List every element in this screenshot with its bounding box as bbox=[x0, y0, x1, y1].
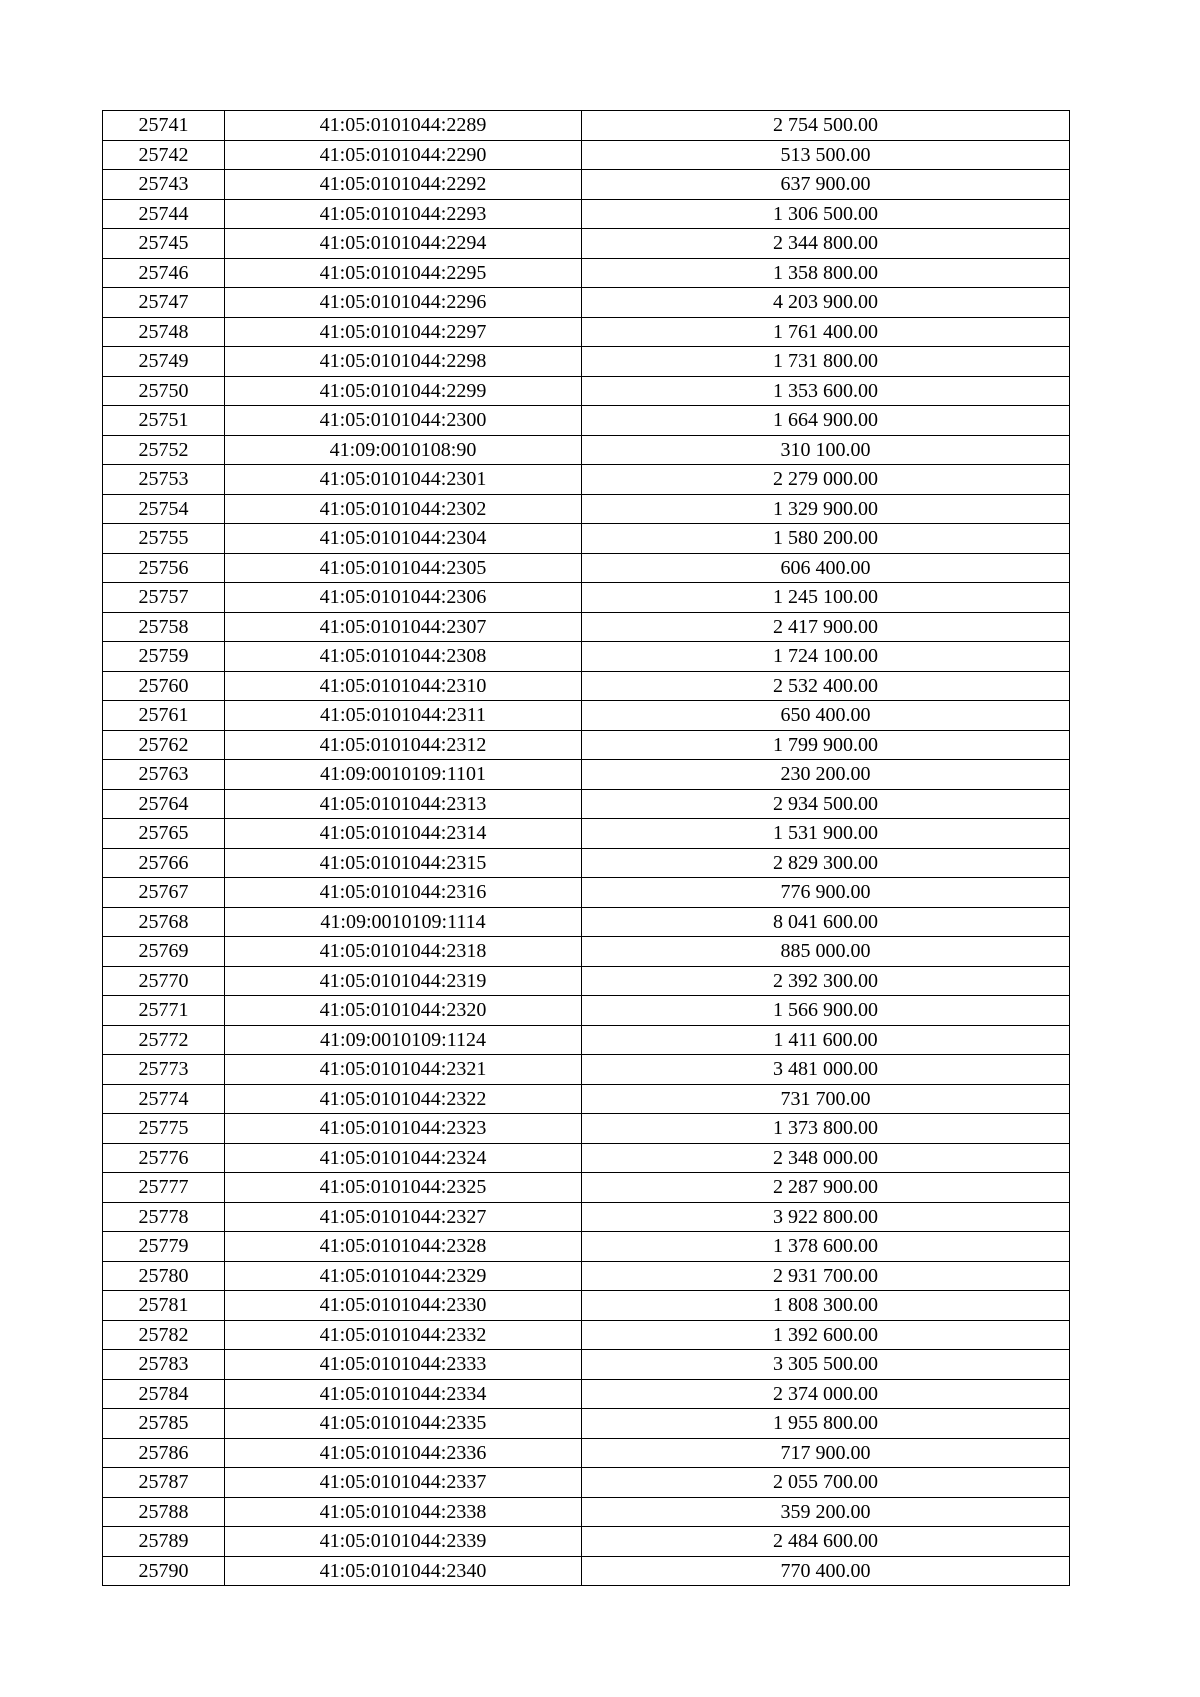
cadastral-value-cell: 2 829 300.00 bbox=[582, 848, 1070, 878]
table-row bbox=[103, 819, 1070, 849]
row-number-cell: 25744 bbox=[103, 199, 225, 229]
table-row bbox=[103, 1556, 1070, 1586]
table-row bbox=[103, 1438, 1070, 1468]
cadastral-number-cell: 41:05:0101044:2300 bbox=[225, 406, 582, 436]
cadastral-value-cell: 310 100.00 bbox=[582, 435, 1070, 465]
row-number-cell: 25760 bbox=[103, 671, 225, 701]
row-number-cell: 25778 bbox=[103, 1202, 225, 1232]
cadastral-number-cell: 41:05:0101044:2324 bbox=[225, 1143, 582, 1173]
table-row bbox=[103, 494, 1070, 524]
cadastral-value-cell: 1 664 900.00 bbox=[582, 406, 1070, 436]
row-number-cell: 25763 bbox=[103, 760, 225, 790]
row-number-cell: 25759 bbox=[103, 642, 225, 672]
cadastral-value-cell: 2 931 700.00 bbox=[582, 1261, 1070, 1291]
table-row bbox=[103, 288, 1070, 318]
cadastral-number-cell: 41:05:0101044:2320 bbox=[225, 996, 582, 1026]
cadastral-number-cell: 41:05:0101044:2325 bbox=[225, 1173, 582, 1203]
table-row bbox=[103, 317, 1070, 347]
cadastral-value-cell: 8 041 600.00 bbox=[582, 907, 1070, 937]
table-row bbox=[103, 1143, 1070, 1173]
row-number-cell: 25743 bbox=[103, 170, 225, 200]
cadastral-number-cell: 41:05:0101044:2318 bbox=[225, 937, 582, 967]
row-number-cell: 25756 bbox=[103, 553, 225, 583]
cadastral-value-cell: 2 484 600.00 bbox=[582, 1527, 1070, 1557]
table-row bbox=[103, 1527, 1070, 1557]
table-row bbox=[103, 170, 1070, 200]
table-row bbox=[103, 642, 1070, 672]
cadastral-value-cell: 2 934 500.00 bbox=[582, 789, 1070, 819]
table-row bbox=[103, 848, 1070, 878]
cadastral-value-cell: 2 348 000.00 bbox=[582, 1143, 1070, 1173]
table-row bbox=[103, 612, 1070, 642]
row-number-cell: 25769 bbox=[103, 937, 225, 967]
cadastral-value-cell: 1 955 800.00 bbox=[582, 1409, 1070, 1439]
row-number-cell: 25770 bbox=[103, 966, 225, 996]
cadastral-value-cell: 1 411 600.00 bbox=[582, 1025, 1070, 1055]
cadastral-number-cell: 41:05:0101044:2301 bbox=[225, 465, 582, 495]
table-row bbox=[103, 347, 1070, 377]
cadastral-value-cell: 3 305 500.00 bbox=[582, 1350, 1070, 1380]
table-body bbox=[103, 111, 1070, 1586]
table-row bbox=[103, 996, 1070, 1026]
cadastral-value-cell: 2 754 500.00 bbox=[582, 111, 1070, 141]
cadastral-number-cell: 41:05:0101044:2338 bbox=[225, 1497, 582, 1527]
row-number-cell: 25748 bbox=[103, 317, 225, 347]
cadastral-number-cell: 41:05:0101044:2306 bbox=[225, 583, 582, 613]
cadastral-number-cell: 41:05:0101044:2335 bbox=[225, 1409, 582, 1439]
table-row bbox=[103, 937, 1070, 967]
row-number-cell: 25768 bbox=[103, 907, 225, 937]
cadastral-value-cell: 1 566 900.00 bbox=[582, 996, 1070, 1026]
row-number-cell: 25741 bbox=[103, 111, 225, 141]
table-row bbox=[103, 878, 1070, 908]
row-number-cell: 25783 bbox=[103, 1350, 225, 1380]
table-row bbox=[103, 1084, 1070, 1114]
cadastral-number-cell: 41:05:0101044:2334 bbox=[225, 1379, 582, 1409]
cadastral-number-cell: 41:09:0010109:1124 bbox=[225, 1025, 582, 1055]
row-number-cell: 25762 bbox=[103, 730, 225, 760]
row-number-cell: 25790 bbox=[103, 1556, 225, 1586]
cadastral-number-cell: 41:09:0010108:90 bbox=[225, 435, 582, 465]
row-number-cell: 25774 bbox=[103, 1084, 225, 1114]
row-number-cell: 25787 bbox=[103, 1468, 225, 1498]
cadastral-number-cell: 41:05:0101044:2314 bbox=[225, 819, 582, 849]
row-number-cell: 25773 bbox=[103, 1055, 225, 1085]
cadastral-number-cell: 41:05:0101044:2329 bbox=[225, 1261, 582, 1291]
cadastral-value-cell: 1 761 400.00 bbox=[582, 317, 1070, 347]
cadastral-number-cell: 41:05:0101044:2321 bbox=[225, 1055, 582, 1085]
row-number-cell: 25785 bbox=[103, 1409, 225, 1439]
cadastral-value-cell: 1 724 100.00 bbox=[582, 642, 1070, 672]
cadastral-value-cell: 2 344 800.00 bbox=[582, 229, 1070, 259]
table-row bbox=[103, 1202, 1070, 1232]
cadastral-number-cell: 41:05:0101044:2311 bbox=[225, 701, 582, 731]
table-row bbox=[103, 465, 1070, 495]
table-row bbox=[103, 553, 1070, 583]
table-row bbox=[103, 258, 1070, 288]
row-number-cell: 25776 bbox=[103, 1143, 225, 1173]
row-number-cell: 25753 bbox=[103, 465, 225, 495]
cadastral-number-cell: 41:05:0101044:2304 bbox=[225, 524, 582, 554]
cadastral-value-table bbox=[102, 110, 1070, 1586]
cadastral-value-cell: 2 417 900.00 bbox=[582, 612, 1070, 642]
row-number-cell: 25755 bbox=[103, 524, 225, 554]
cadastral-number-cell: 41:05:0101044:2310 bbox=[225, 671, 582, 701]
cadastral-value-cell: 359 200.00 bbox=[582, 1497, 1070, 1527]
cadastral-value-cell: 1 245 100.00 bbox=[582, 583, 1070, 613]
cadastral-value-cell: 1 373 800.00 bbox=[582, 1114, 1070, 1144]
table-row bbox=[103, 583, 1070, 613]
cadastral-value-cell: 1 378 600.00 bbox=[582, 1232, 1070, 1262]
table-row bbox=[103, 406, 1070, 436]
table-row bbox=[103, 1173, 1070, 1203]
row-number-cell: 25786 bbox=[103, 1438, 225, 1468]
cadastral-value-cell: 885 000.00 bbox=[582, 937, 1070, 967]
table-row bbox=[103, 1497, 1070, 1527]
row-number-cell: 25779 bbox=[103, 1232, 225, 1262]
row-number-cell: 25784 bbox=[103, 1379, 225, 1409]
table-row bbox=[103, 1379, 1070, 1409]
cadastral-value-cell: 1 531 900.00 bbox=[582, 819, 1070, 849]
cadastral-number-cell: 41:05:0101044:2332 bbox=[225, 1320, 582, 1350]
table-row bbox=[103, 1350, 1070, 1380]
cadastral-value-cell: 637 900.00 bbox=[582, 170, 1070, 200]
row-number-cell: 25765 bbox=[103, 819, 225, 849]
cadastral-number-cell: 41:05:0101044:2302 bbox=[225, 494, 582, 524]
table-row bbox=[103, 140, 1070, 170]
cadastral-number-cell: 41:05:0101044:2322 bbox=[225, 1084, 582, 1114]
cadastral-number-cell: 41:05:0101044:2307 bbox=[225, 612, 582, 642]
cadastral-value-cell: 2 055 700.00 bbox=[582, 1468, 1070, 1498]
row-number-cell: 25780 bbox=[103, 1261, 225, 1291]
cadastral-value-cell: 1 306 500.00 bbox=[582, 199, 1070, 229]
row-number-cell: 25750 bbox=[103, 376, 225, 406]
table-row bbox=[103, 789, 1070, 819]
table-row bbox=[103, 1232, 1070, 1262]
table-row bbox=[103, 376, 1070, 406]
table-row bbox=[103, 701, 1070, 731]
row-number-cell: 25781 bbox=[103, 1291, 225, 1321]
row-number-cell: 25782 bbox=[103, 1320, 225, 1350]
cadastral-value-cell: 776 900.00 bbox=[582, 878, 1070, 908]
table-row bbox=[103, 1409, 1070, 1439]
cadastral-value-cell: 4 203 900.00 bbox=[582, 288, 1070, 318]
cadastral-number-cell: 41:05:0101044:2308 bbox=[225, 642, 582, 672]
cadastral-number-cell: 41:05:0101044:2313 bbox=[225, 789, 582, 819]
table-row bbox=[103, 524, 1070, 554]
cadastral-value-cell: 1 392 600.00 bbox=[582, 1320, 1070, 1350]
row-number-cell: 25745 bbox=[103, 229, 225, 259]
cadastral-number-cell: 41:05:0101044:2289 bbox=[225, 111, 582, 141]
cadastral-number-cell: 41:05:0101044:2312 bbox=[225, 730, 582, 760]
row-number-cell: 25789 bbox=[103, 1527, 225, 1557]
row-number-cell: 25771 bbox=[103, 996, 225, 1026]
table-row bbox=[103, 1114, 1070, 1144]
cadastral-number-cell: 41:05:0101044:2340 bbox=[225, 1556, 582, 1586]
row-number-cell: 25754 bbox=[103, 494, 225, 524]
cadastral-number-cell: 41:05:0101044:2290 bbox=[225, 140, 582, 170]
row-number-cell: 25747 bbox=[103, 288, 225, 318]
table-row bbox=[103, 1320, 1070, 1350]
cadastral-value-cell: 2 279 000.00 bbox=[582, 465, 1070, 495]
cadastral-number-cell: 41:05:0101044:2305 bbox=[225, 553, 582, 583]
cadastral-value-cell: 1 353 600.00 bbox=[582, 376, 1070, 406]
cadastral-value-cell: 1 731 800.00 bbox=[582, 347, 1070, 377]
cadastral-number-cell: 41:05:0101044:2292 bbox=[225, 170, 582, 200]
table-row bbox=[103, 671, 1070, 701]
cadastral-value-cell: 2 374 000.00 bbox=[582, 1379, 1070, 1409]
table-row bbox=[103, 1468, 1070, 1498]
cadastral-number-cell: 41:05:0101044:2296 bbox=[225, 288, 582, 318]
row-number-cell: 25767 bbox=[103, 878, 225, 908]
row-number-cell: 25764 bbox=[103, 789, 225, 819]
row-number-cell: 25749 bbox=[103, 347, 225, 377]
cadastral-value-cell: 1 799 900.00 bbox=[582, 730, 1070, 760]
row-number-cell: 25758 bbox=[103, 612, 225, 642]
cadastral-value-cell: 1 808 300.00 bbox=[582, 1291, 1070, 1321]
table-row bbox=[103, 1025, 1070, 1055]
cadastral-number-cell: 41:05:0101044:2297 bbox=[225, 317, 582, 347]
table-row bbox=[103, 435, 1070, 465]
cadastral-number-cell: 41:05:0101044:2328 bbox=[225, 1232, 582, 1262]
cadastral-value-cell: 731 700.00 bbox=[582, 1084, 1070, 1114]
cadastral-number-cell: 41:09:0010109:1114 bbox=[225, 907, 582, 937]
cadastral-value-cell: 1 580 200.00 bbox=[582, 524, 1070, 554]
cadastral-value-cell: 650 400.00 bbox=[582, 701, 1070, 731]
cadastral-number-cell: 41:05:0101044:2315 bbox=[225, 848, 582, 878]
cadastral-number-cell: 41:05:0101044:2295 bbox=[225, 258, 582, 288]
cadastral-number-cell: 41:05:0101044:2330 bbox=[225, 1291, 582, 1321]
row-number-cell: 25772 bbox=[103, 1025, 225, 1055]
cadastral-number-cell: 41:05:0101044:2294 bbox=[225, 229, 582, 259]
table-row bbox=[103, 966, 1070, 996]
row-number-cell: 25746 bbox=[103, 258, 225, 288]
row-number-cell: 25757 bbox=[103, 583, 225, 613]
table-row bbox=[103, 199, 1070, 229]
cadastral-number-cell: 41:09:0010109:1101 bbox=[225, 760, 582, 790]
table-row bbox=[103, 1261, 1070, 1291]
table-row bbox=[103, 760, 1070, 790]
cadastral-number-cell: 41:05:0101044:2327 bbox=[225, 1202, 582, 1232]
cadastral-value-cell: 1 329 900.00 bbox=[582, 494, 1070, 524]
cadastral-value-cell: 230 200.00 bbox=[582, 760, 1070, 790]
cadastral-number-cell: 41:05:0101044:2323 bbox=[225, 1114, 582, 1144]
cadastral-number-cell: 41:05:0101044:2299 bbox=[225, 376, 582, 406]
cadastral-value-cell: 3 922 800.00 bbox=[582, 1202, 1070, 1232]
cadastral-value-cell: 1 358 800.00 bbox=[582, 258, 1070, 288]
cadastral-value-cell: 513 500.00 bbox=[582, 140, 1070, 170]
cadastral-number-cell: 41:05:0101044:2316 bbox=[225, 878, 582, 908]
cadastral-value-cell: 606 400.00 bbox=[582, 553, 1070, 583]
cadastral-number-cell: 41:05:0101044:2319 bbox=[225, 966, 582, 996]
row-number-cell: 25788 bbox=[103, 1497, 225, 1527]
cadastral-value-cell: 3 481 000.00 bbox=[582, 1055, 1070, 1085]
cadastral-number-cell: 41:05:0101044:2339 bbox=[225, 1527, 582, 1557]
table-row bbox=[103, 1291, 1070, 1321]
table-row bbox=[103, 907, 1070, 937]
cadastral-number-cell: 41:05:0101044:2337 bbox=[225, 1468, 582, 1498]
table-row bbox=[103, 730, 1070, 760]
table-row bbox=[103, 229, 1070, 259]
table-row bbox=[103, 111, 1070, 141]
row-number-cell: 25752 bbox=[103, 435, 225, 465]
cadastral-value-cell: 770 400.00 bbox=[582, 1556, 1070, 1586]
row-number-cell: 25761 bbox=[103, 701, 225, 731]
cadastral-number-cell: 41:05:0101044:2298 bbox=[225, 347, 582, 377]
table-row bbox=[103, 1055, 1070, 1085]
row-number-cell: 25775 bbox=[103, 1114, 225, 1144]
cadastral-value-cell: 2 287 900.00 bbox=[582, 1173, 1070, 1203]
row-number-cell: 25742 bbox=[103, 140, 225, 170]
cadastral-number-cell: 41:05:0101044:2336 bbox=[225, 1438, 582, 1468]
cadastral-number-cell: 41:05:0101044:2293 bbox=[225, 199, 582, 229]
row-number-cell: 25751 bbox=[103, 406, 225, 436]
cadastral-value-cell: 717 900.00 bbox=[582, 1438, 1070, 1468]
row-number-cell: 25777 bbox=[103, 1173, 225, 1203]
cadastral-number-cell: 41:05:0101044:2333 bbox=[225, 1350, 582, 1380]
row-number-cell: 25766 bbox=[103, 848, 225, 878]
cadastral-value-cell: 2 392 300.00 bbox=[582, 966, 1070, 996]
cadastral-value-cell: 2 532 400.00 bbox=[582, 671, 1070, 701]
